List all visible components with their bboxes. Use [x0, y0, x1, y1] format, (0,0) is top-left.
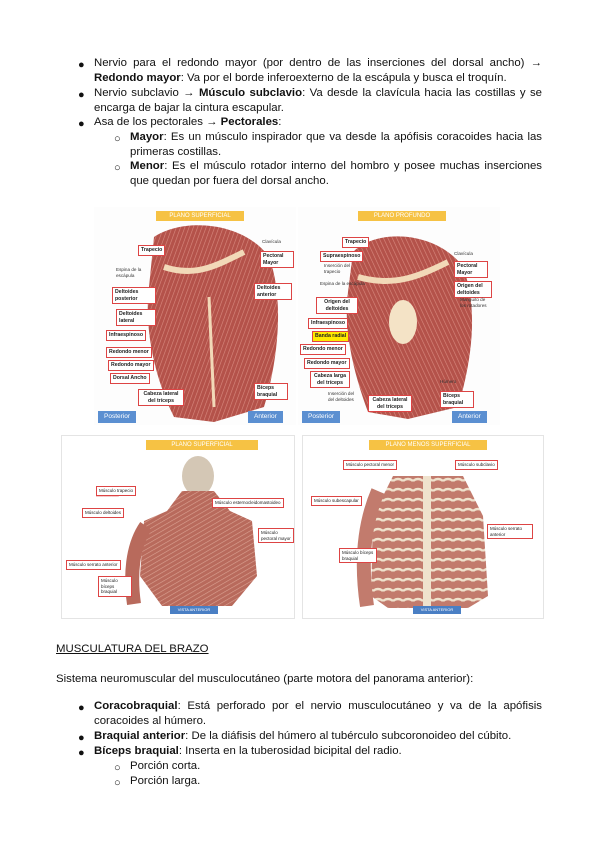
- label-subclavio: Músculo subclavio: [455, 460, 498, 470]
- bullet-dot: ●: [78, 732, 85, 744]
- label-deltoides-lateral: Deltoides lateral: [116, 309, 156, 326]
- figure-title: PLANO SUPERFICIAL: [156, 211, 244, 221]
- label-insercion-deltoides: Inserción del del deltoides: [328, 391, 355, 402]
- label-biceps-braquial: Bíceps braquial: [440, 391, 474, 408]
- bullet-dot: ●: [78, 702, 85, 714]
- footer-anterior: Anterior: [452, 411, 487, 423]
- label-humero: Húmero: [440, 379, 457, 384]
- sub-list-item: Mayor: Es un músculo inspirador que va desde la apófisis coracoides hacia las primeras costillas.: [130, 131, 542, 158]
- label-infraespinoso: Infraespinoso: [106, 330, 146, 341]
- sub-list-item: Porción larga.: [130, 775, 201, 787]
- figure-title: PLANO MENOS SUPERFICIAL: [369, 440, 487, 450]
- label-cabeza-lateral-triceps: Cabeza lateral del tríceps: [368, 395, 412, 412]
- figure-posterior-profundo: [298, 207, 500, 425]
- footer-posterior: Posterior: [302, 411, 340, 423]
- label-supraespinoso: Supraespinoso: [320, 251, 363, 262]
- label-clavicula: Clavícula: [262, 239, 281, 244]
- sub-bullet-circle: ○: [114, 162, 121, 174]
- label-redondo-mayor: Redondo mayor: [108, 360, 154, 371]
- label-deltoides-anterior: Deltoides anterior: [254, 283, 292, 300]
- bullet-dot: ●: [78, 118, 85, 130]
- label-esternocleidomastoideo: Músculo esternocleidomastoideo: [212, 498, 284, 508]
- label-trapecio: Trapecio: [342, 237, 369, 248]
- list-item: Nervio para el redondo mayor (por dentro de las inserciones del dorsal ancho) → Redondo mayor: Va por el borde inferoexterno de la escápula y busca el troquín.: [94, 57, 542, 84]
- label-trapecio: Trapecio: [138, 245, 165, 256]
- label-pectoral-mayor: Músculo pectoral mayor: [258, 528, 294, 543]
- label-pectoral-mayor: Pectoral Mayor: [454, 261, 488, 278]
- label-redondo-mayor: Redondo mayor: [304, 358, 350, 369]
- label-deltoides-posterior: Deltoides posterior: [112, 287, 156, 304]
- list-item: Nervio subclavio → Músculo subclavio: Va desde la clavícula hacia las costillas y se encarga de bajar la cintura escapular.: [94, 87, 542, 114]
- label-espina-escapula: Espina de la escápula: [116, 267, 142, 278]
- label-musculo-trapecio: Músculo trapecio: [96, 486, 136, 496]
- muscle-illustration: [62, 436, 294, 618]
- figure-title: PLANO SUPERFICIAL: [146, 440, 258, 450]
- figure-anterior-superficial: [61, 435, 295, 619]
- label-serrato-anterior: Músculo serrato anterior: [66, 560, 121, 570]
- sub-bullet-circle: ○: [114, 133, 121, 145]
- label-infraespinoso: Infraespinoso: [308, 318, 348, 329]
- bullet-dot: ●: [78, 747, 85, 759]
- label-musculo-deltoides: Músculo deltoides: [82, 508, 124, 518]
- label-biceps-braquial: Bíceps braquial: [254, 383, 288, 400]
- figure-posterior-superficial: [94, 207, 296, 425]
- label-insercion-trapecio: Inserción del trapecio: [324, 263, 351, 274]
- sub-bullet-circle: ○: [114, 762, 121, 774]
- list-item: Coracobraquial: Está perforado por el nervio musculocutáneo y va de la apófisis coracoides al húmero.: [94, 700, 542, 727]
- bullet-dot: ●: [78, 59, 85, 71]
- list-item: Braquial anterior: De la diáfisis del húmero al tubérculo subcoronoideo del cúbito.: [94, 730, 512, 742]
- label-serrato-anterior: Músculo serrato anterior: [487, 524, 533, 539]
- figure-caption: VISTA ANTERIOR: [413, 606, 461, 614]
- bullet-dot: ●: [78, 89, 85, 101]
- list-item: Bíceps braquial: Inserta en la tuberosidad bicipital del radio.: [94, 745, 402, 757]
- label-biceps-braquial: Músculo bíceps braquial: [339, 548, 377, 563]
- sub-bullet-circle: ○: [114, 777, 121, 789]
- sub-list-item: Menor: Es el músculo rotador interno del hombro y posee muchas inserciones que quedan por fuera del dorsal ancho.: [130, 160, 542, 187]
- footer-anterior: Anterior: [248, 411, 283, 423]
- figure-caption: VISTA ANTERIOR: [170, 606, 218, 614]
- label-clavicula: Clavícula: [454, 251, 473, 256]
- figure-title: PLANO PROFUNDO: [358, 211, 446, 221]
- label-redondo-menor: Redondo menor: [300, 344, 346, 355]
- label-banda-radial: Banda radial: [312, 331, 349, 342]
- figure-anterior-menos-superficial: [302, 435, 544, 619]
- label-cabeza-larga-triceps: Cabeza larga del tríceps: [310, 371, 350, 388]
- label-underline: ――――――: [96, 494, 119, 498]
- section-intro: Sistema neuromuscular del musculocutáneo (parte motora del panorama anterior):: [56, 673, 474, 685]
- label-redondo-menor: Redondo menor: [106, 347, 152, 358]
- section-heading: MUSCULATURA DEL BRAZO: [56, 643, 209, 655]
- label-subescapular: Músculo subescapular: [311, 496, 362, 506]
- label-origen-deltoides-anterior: Origen del deltoides: [454, 281, 492, 298]
- label-pectoral-mayor: Pectoral Mayor: [260, 251, 294, 268]
- label-espina-escapula: Espina de la escápula: [320, 281, 365, 286]
- label-pectoral-menor: Músculo pectoral menor: [343, 460, 397, 470]
- list-item: Asa de los pectorales → Pectorales:: [94, 116, 282, 128]
- label-cabeza-lateral-triceps: Cabeza lateral del tríceps: [138, 389, 184, 406]
- label-origen-deltoides: Origen del deltoides: [316, 297, 358, 314]
- sub-list-item: Porción corta.: [130, 760, 201, 772]
- label-manguito-rotadores: Manguito de los rotadores: [460, 297, 487, 308]
- footer-posterior: Posterior: [98, 411, 136, 423]
- label-dorsal-ancho: Dorsal Ancho: [110, 373, 150, 384]
- label-biceps-braquial: Músculo bíceps braquial: [98, 576, 132, 597]
